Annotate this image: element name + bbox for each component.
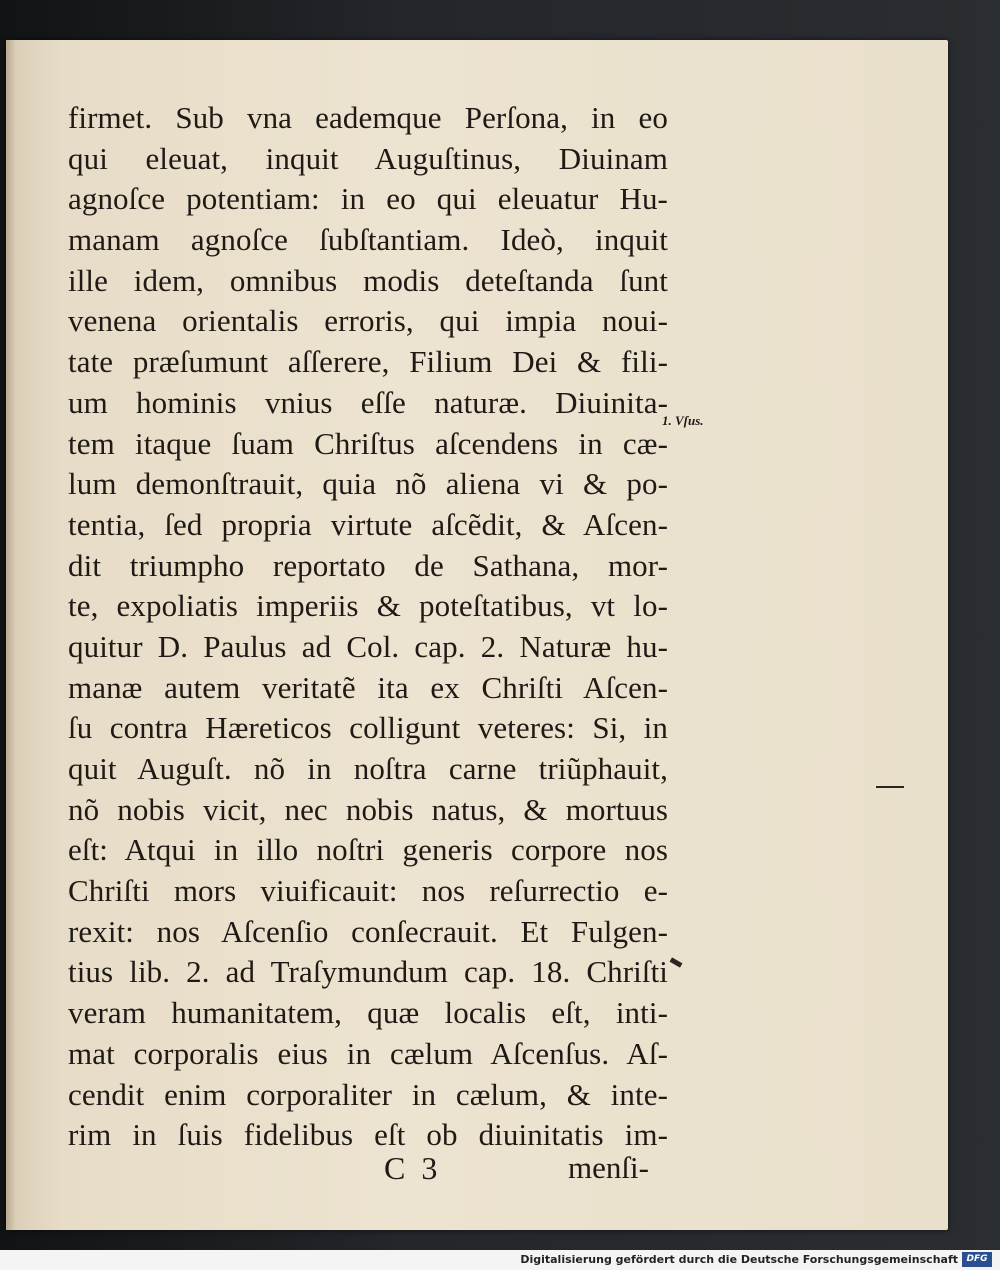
text-line: firmet. Sub vna eademque Perſona, in eo — [68, 100, 668, 135]
dfg-logo-icon: DFG — [962, 1252, 992, 1267]
text-line: Chriſti mors viuificauit: nos reſurrectio e- — [68, 873, 668, 909]
text-line: veram humanitatem, quæ localis eſt, inti- — [68, 995, 668, 1031]
text-line: te, expoliatis imperiis & poteſtatibus, vt lo- — [68, 588, 668, 624]
text-line: eſt: Atqui in illo noſtri generis corpore nos — [68, 832, 668, 868]
ink-stain — [876, 786, 904, 788]
text-line: lum demonſtrauit, quia nõ aliena vi & po- — [68, 466, 668, 502]
text-line: manam agnoſce ſubſtantiam. Ideò, inquit — [68, 222, 668, 258]
text-line: manæ autem veritatẽ ita ex Chriſti Aſcen- — [68, 669, 668, 705]
text-line: cendit enim corporaliter in cælum, & inte- — [68, 1076, 668, 1112]
book-page — [6, 40, 948, 1230]
text-line: ille idem, omnibus modis deteſtanda ſunt — [68, 262, 668, 298]
catchword: menſi- — [568, 1150, 649, 1185]
text-line: quit Auguſt. nõ in noſtra carne triũphauit, — [68, 751, 668, 786]
text-line: agnoſce potentiam: in eo qui eleuatur Hu- — [68, 181, 668, 217]
text-line: venena orientalis erroris, qui impia noui- — [68, 303, 668, 339]
text-line: qui eleuat, inquit Auguſtinus, Diuinam — [68, 140, 668, 176]
text-line: um hominis vnius eſſe naturæ. Diuinita- — [68, 384, 668, 420]
funding-credit: Digitalisierung gefördert durch die Deutsche Forschungsgemeinschaft — [520, 1253, 958, 1266]
text-line: tius lib. 2. ad Traſymundum cap. 18. Chriſti — [68, 954, 668, 990]
text-line: nõ nobis vicit, nec nobis natus, & mortuus — [68, 791, 668, 827]
text-line: ſu contra Hæreticos colligunt veteres: Si, in — [68, 710, 668, 746]
text-line: mat corporalis eius in cælum Aſcenſus. Aſ- — [68, 1035, 668, 1071]
text-line: quitur D. Paulus ad Col. cap. 2. Naturæ hu- — [68, 628, 668, 664]
marginal-note: 1. Vſus. — [662, 413, 704, 428]
ink-stain — [670, 957, 683, 967]
signature-mark: C 3 — [384, 1150, 442, 1186]
text-line: rim in ſuis fidelibus eſt ob diuinitatis im- — [68, 1117, 668, 1153]
text-line: tentia, ſed propria virtute aſcẽdit, & Aſcen- — [68, 506, 668, 542]
text-line: tem itaque ſuam Chriſtus aſcendens in cæ- — [68, 425, 668, 461]
text-line: tate præſumunt aſſerere, Filium Dei & fili- — [68, 344, 668, 380]
body-text — [68, 98, 668, 1156]
text-line: rexit: nos Aſcenſio conſecrauit. Et Fulgen- — [68, 913, 668, 949]
text-line: dit triumpho reportato de Sathana, mor- — [68, 547, 668, 583]
